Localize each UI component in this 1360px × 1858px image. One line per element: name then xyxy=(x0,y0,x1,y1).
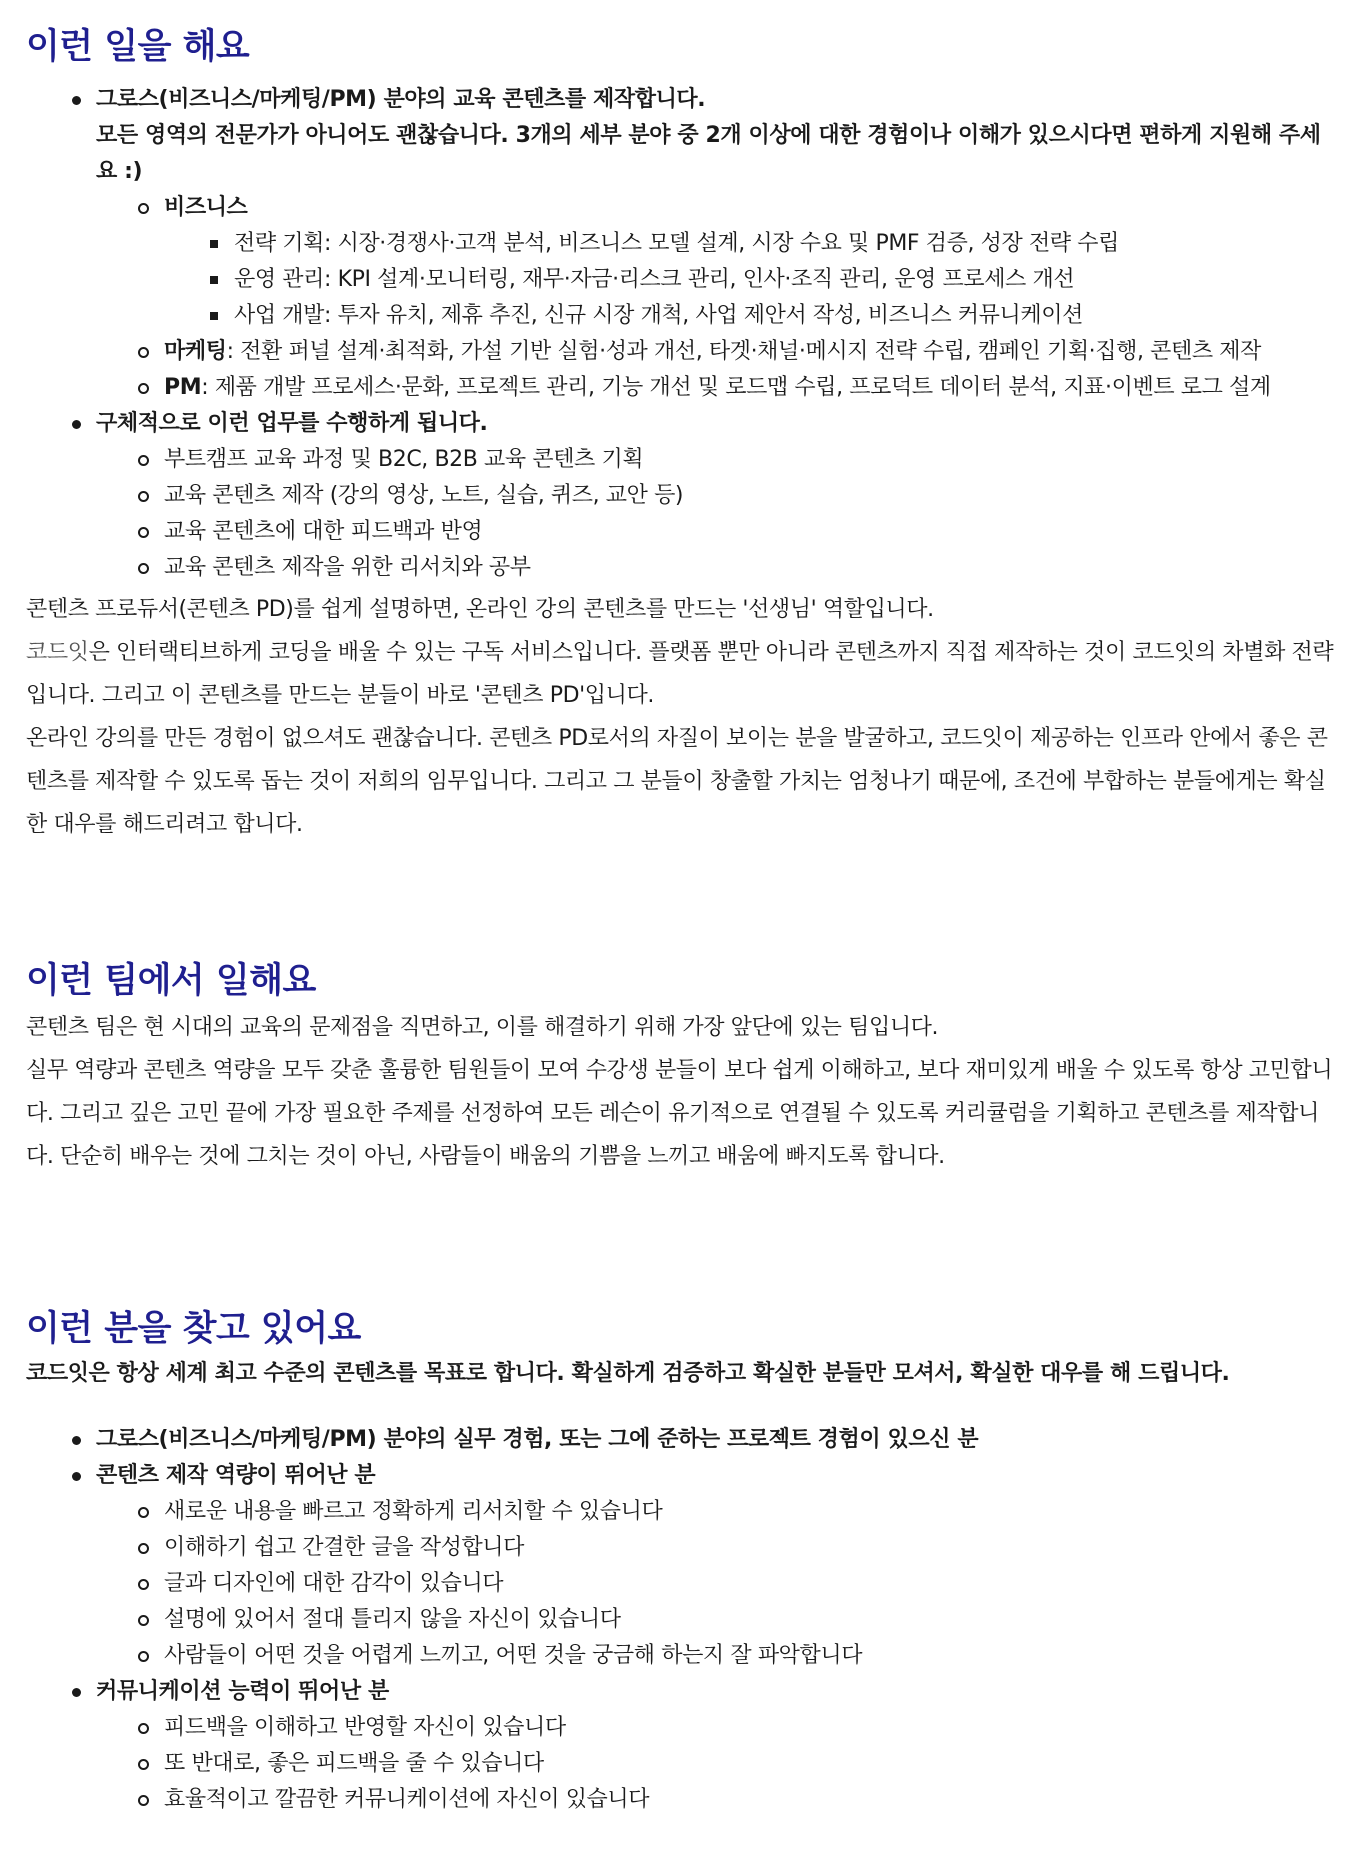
list-item: 설명에 있어서 절대 틀리지 않을 자신이 있습니다 xyxy=(96,1602,1334,1638)
list-item: 이해하기 쉽고 간결한 글을 작성합니다 xyxy=(96,1530,1334,1566)
field-label: PM xyxy=(164,375,202,400)
requirement-title: 커뮤니케이션 능력이 뛰어난 분 xyxy=(96,1679,389,1704)
work-item-title: 구체적으로 이런 업무를 수행하게 됩니다. xyxy=(96,411,488,436)
work-list xyxy=(26,82,1334,586)
section-title-team: 이런 팀에서 일해요 xyxy=(26,961,316,1001)
list-item xyxy=(26,1422,1334,1458)
list-item: 또 반대로, 좋은 피드백을 줄 수 있습니다 xyxy=(96,1746,1334,1782)
requirement-list xyxy=(26,1422,1334,1818)
list-item: 피드백을 이해하고 반영할 자신이 있습니다 xyxy=(96,1710,1334,1746)
work-item-title: 그로스(비즈니스/마케팅/PM) 분야의 교육 콘텐츠를 제작합니다. xyxy=(96,87,706,112)
field-item-business xyxy=(96,190,1334,334)
content-skill-list xyxy=(96,1494,1334,1674)
list-item: 교육 콘텐츠에 대한 피드백과 반영 xyxy=(96,514,1334,550)
list-item: 운영 관리: KPI 설계·모니터링, 재무·자금·리스크 관리, 인사·조직 관리, 운영 프로세스 개선 xyxy=(164,262,1334,298)
team-description xyxy=(26,1006,1334,1178)
list-item xyxy=(26,1458,1334,1674)
list-item: 효율적이고 깔끔한 커뮤니케이션에 자신이 있습니다 xyxy=(96,1782,1334,1818)
field-label: 비즈니스 xyxy=(164,195,248,220)
seeking-lead: 코드잇은 항상 세계 최고 수준의 콘텐츠를 목표로 합니다. 확실하게 검증하고 확실한 분들만 모셔서, 확실한 대우를 해 드립니다. xyxy=(26,1361,1230,1386)
field-list xyxy=(96,190,1334,406)
list-item: 사람들이 어떤 것을 어렵게 느끼고, 어떤 것을 궁금해 하는지 잘 파악합니다 xyxy=(96,1638,1334,1674)
team-paragraph: 실무 역량과 콘텐츠 역량을 모두 갖춘 훌륭한 팀원들이 모여 수강생 분들이 보다 쉽게 이해하고, 보다 재미있게 배울 수 있도록 항상 고민합니다. 그리고 깊은 고민 끝에 가장 필요한 주제를 선정하여 모든 레슨이 유기적으로 연결될 수 있도록 커리큘럼을 기획하고 콘텐츠를 제작합니다. 단순히 배우는 것에 그치는 것이 아닌, 사람들이 배움의 기쁨을 느끼고 배움에 빠지도록 합니다. xyxy=(26,1058,1333,1169)
list-item xyxy=(26,406,1334,586)
section-title-seeking: 이런 분을 찾고 있어요 xyxy=(26,1309,361,1349)
list-item: 사업 개발: 투자 유치, 제휴 추진, 신규 시장 개척, 사업 제안서 작성, 비즈니스 커뮤니케이션 xyxy=(164,298,1334,334)
field-item-pm xyxy=(96,370,1334,406)
list-item: 교육 콘텐츠 제작 (강의 영상, 노트, 실습, 퀴즈, 교안 등) xyxy=(96,478,1334,514)
team-paragraph: 콘텐츠 팀은 현 시대의 교육의 문제점을 직면하고, 이를 해결하기 위해 가장 앞단에 있는 팀입니다. xyxy=(26,1015,939,1040)
field-text: : 전환 퍼널 설계·최적화, 가설 기반 실험·성과 개선, 타겟·채널·메시지 전략 수립, 캠페인 기획·집행, 콘텐츠 제작 xyxy=(226,339,1262,364)
brand-text: 코드잇 xyxy=(26,640,89,665)
list-item: 새로운 내용을 빠르고 정확하게 리서치할 수 있습니다 xyxy=(96,1494,1334,1530)
list-item: 부트캠프 교육 과정 및 B2C, B2B 교육 콘텐츠 기획 xyxy=(96,442,1334,478)
requirement-title: 콘텐츠 제작 역량이 뛰어난 분 xyxy=(96,1463,376,1488)
codeit-paragraph xyxy=(26,631,1334,717)
business-list xyxy=(164,226,1334,334)
task-list xyxy=(96,442,1334,586)
list-item: 전략 기획: 시장·경쟁사·고객 분석, 비즈니스 모델 설계, 시장 수요 및 PMF 검증, 성장 전략 수립 xyxy=(164,226,1334,262)
field-text: : 제품 개발 프로세스·문화, 프로젝트 관리, 기능 개선 및 로드맵 수립, 프로덕트 데이터 분석, 지표·이벤트 로그 설계 xyxy=(201,375,1271,400)
requirement-title: 그로스(비즈니스/마케팅/PM) 분야의 실무 경험, 또는 그에 준하는 프로젝트 경험이 있으신 분 xyxy=(96,1427,979,1452)
list-item: 글과 디자인에 대한 감각이 있습니다 xyxy=(96,1566,1334,1602)
field-item-marketing xyxy=(96,334,1334,370)
list-item: 교육 콘텐츠 제작을 위한 리서치와 공부 xyxy=(96,550,1334,586)
codeit-paragraph-text: 은 인터랙티브하게 코딩을 배울 수 있는 구독 서비스입니다. 플랫폼 뿐만 아니라 콘텐츠까지 직접 제작하는 것이 코드잇의 차별화 전략입니다. 그리고 이 콘텐츠를 만드는 분들이 바로 '콘텐츠 PD'입니다. xyxy=(26,640,1334,708)
field-label: 마케팅 xyxy=(164,339,227,364)
list-item xyxy=(26,1674,1334,1818)
mission-paragraph: 온라인 강의를 만든 경험이 없으셔도 괜찮습니다. 콘텐츠 PD로서의 자질이 보이는 분을 발굴하고, 코드잇이 제공하는 인프라 안에서 좋은 콘텐츠를 제작할 수 있도록 돕는 것이 저희의 임무입니다. 그리고 그 분들이 창출할 가치는 엄청나기 때문에, 조건에 부합하는 분들에게는 확실한 대우를 해드리려고 합니다. xyxy=(26,726,1328,837)
communication-skill-list xyxy=(96,1710,1334,1818)
list-item xyxy=(26,82,1334,406)
work-item-note: 모든 영역의 전문가가 아니어도 괜찮습니다. 3개의 세부 분야 중 2개 이상에 대한 경험이나 이해가 있으시다면 편하게 지원해 주세요 :) xyxy=(96,123,1321,184)
intro-paragraph: 콘텐츠 프로듀서(콘텐츠 PD)를 쉽게 설명하면, 온라인 강의 콘텐츠를 만드는 '선생님' 역할입니다. xyxy=(26,597,934,622)
section-title-work: 이런 일을 해요 xyxy=(26,27,250,67)
